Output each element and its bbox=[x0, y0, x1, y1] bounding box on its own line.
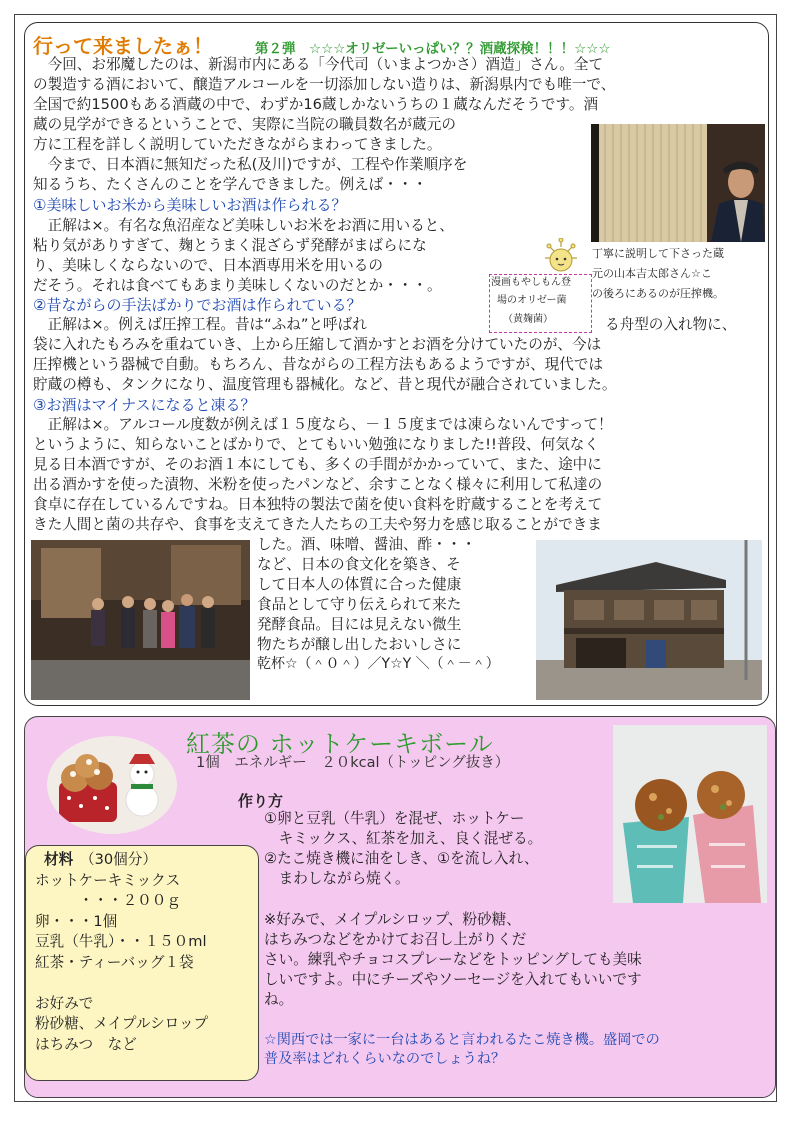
step-line: キミックス、紅茶を加え、良く混ぜる。 bbox=[264, 830, 543, 847]
material-line: 豆乳（牛乳）・・１５０ml bbox=[35, 933, 207, 950]
tip-line: しいですよ。中にチーズやソーセージを入れてもいいです bbox=[264, 971, 642, 988]
oryzae-mascot-icon bbox=[543, 238, 579, 274]
answer-2-line: 貯蔵の樽も、タンクになり、温度管理も器械化。など、昔と現代が融合されていました。 bbox=[33, 376, 617, 393]
answer-1-line: 粘り気がありすぎて、麹とうまく混ざらず発酵がまばらにな bbox=[33, 237, 427, 254]
answer-3-line: 正解は×。アルコール度数が例えば１５度なら、－１５度までは凍らないんですって！ bbox=[33, 416, 613, 433]
question-3: ③お酒はマイナスになると凍る？ bbox=[33, 396, 256, 414]
closing-line: など、日本の食文化を築き、そ bbox=[257, 556, 461, 573]
tip-line: はちみつなどをかけてお召し上がりくだ bbox=[264, 931, 527, 948]
step-line: まわしながら焼く。 bbox=[264, 870, 410, 887]
material-line: 卵・・・1個 bbox=[35, 913, 118, 930]
answer-2-line: 圧搾機という器械で自動。もちろん、昔ながらの工程方法もあるようですが、現代では bbox=[33, 356, 604, 373]
intro-line: 知るうち、たくさんのことを学んできました。例えば・・・ bbox=[33, 176, 428, 193]
closing-line: 乾杯☆（＾０＾）／Y☆Y ＼（＾－＾） bbox=[257, 656, 500, 672]
intro-line: の製造する酒において、醸造アルコールを一切添加しない造りは、新潟県内でも唯一で、 bbox=[33, 76, 616, 93]
answer-2-line: る舟型の入れ物に、 bbox=[605, 316, 737, 333]
answer-3-line: きた人間と菌の共存や、食事を支えてきた人たちの工夫や努力を感じ取ることができま bbox=[33, 516, 602, 533]
howto-label: 作り方 bbox=[238, 792, 284, 810]
brewery-exterior-photo bbox=[536, 540, 762, 700]
material-line: ・・・２００ｇ bbox=[35, 892, 181, 909]
hotcake-cups-photo bbox=[613, 725, 767, 903]
materials-servings: （30個分） bbox=[80, 851, 157, 868]
step-line: ①卵と豆乳（牛乳）を混ぜ、ホットケー bbox=[264, 810, 525, 827]
closing-line: して日本人の体質に合った健康 bbox=[257, 576, 462, 593]
intro-line: 全国で約1500もある酒蔵の中で、わずか16蔵しかないうちの１蔵なんだそうです。酒 bbox=[33, 96, 599, 113]
closing-line: 物たちが醸し出したおいしさに bbox=[257, 636, 462, 653]
answer-1-line: り、美味しくならないので、日本酒専用米を用いるの bbox=[33, 257, 383, 274]
material-line: お好みで bbox=[35, 995, 94, 1012]
intro-line: 蔵の見学ができるということで、実際に当院の職員数名が蔵元の bbox=[33, 116, 456, 133]
recipe-subtitle: 1個 エネルギー ２０kcal（トッピング抜き） bbox=[196, 755, 510, 771]
material-line: 紅茶・ティーバッグ１袋 bbox=[35, 954, 194, 971]
answer-2-line: 袋に入れたもろみを重ねていき、上から圧縮して酒かすとお酒を分けていたのが、今は bbox=[33, 336, 602, 353]
photo-caption-line: の後ろにあるのが圧搾機。 bbox=[592, 287, 724, 300]
brewer-photo bbox=[591, 124, 765, 242]
closing-line: 食品として守り伝えられて来た bbox=[257, 596, 462, 613]
article-subhead: 第２弾 ☆☆☆オリゼーいっぱい？？酒蔵探検！！！☆☆☆ bbox=[255, 41, 611, 57]
closing-line: した。酒、味噌、醤油、酢・・・ bbox=[257, 536, 476, 553]
step-line: ②たこ焼き機に油をしき、①を流し入れ、 bbox=[264, 850, 539, 867]
mascot-caption-line: 場のオリゼー菌 bbox=[497, 295, 567, 306]
mascot-caption-line: 漫画もやしもん登 bbox=[491, 277, 571, 288]
intro-line: 今回、お邪魔したのは、新潟市内にある「今代司（いまよつかさ）酒造」さん。全て bbox=[33, 56, 604, 73]
group-photo bbox=[31, 540, 250, 700]
hotcake-ball-photo bbox=[47, 736, 177, 834]
tip-line: ※好みで、メイプルシロップ、粉砂糖、 bbox=[264, 911, 521, 928]
tip-line: ね。 bbox=[264, 991, 294, 1008]
mascot-caption-line: （黄麹菌） bbox=[503, 314, 553, 325]
question-1: ①美味しいお米から美味しいお酒は作られる？ bbox=[33, 196, 347, 214]
photo-caption-line: 丁寧に説明して下さった蔵 bbox=[592, 247, 724, 260]
photo-caption-line: 元の山本吉太郎さん☆こ bbox=[592, 267, 712, 280]
recipe-title: 紅茶の ホットケーキボール bbox=[186, 730, 494, 758]
closing-line: 発酵食品。目には見えない微生 bbox=[257, 616, 462, 633]
note-line: 普及率はどれくらいなのでしょうね？ bbox=[264, 1051, 506, 1067]
material-line: はちみつ など bbox=[35, 1036, 137, 1053]
answer-2-line: 正解は×。例えば圧搾工程。昔は“ふね”と呼ばれ bbox=[33, 316, 367, 333]
answer-1-line: だそう。それは食べてもあまり美味しくないのだとか・・・。 bbox=[33, 277, 442, 294]
answer-3-line: というように、知らないことばかりで、とてもいい勉強になりました!!普段、何気なく bbox=[33, 436, 599, 453]
intro-line: 方に工程を詳しく説明していただきながらまわってきました。 bbox=[33, 136, 442, 153]
answer-1-line: 正解は×。有名な魚沼産など美味しいお米をお酒に用いると、 bbox=[33, 217, 454, 234]
note-line: ☆関西では一家に一台はあると言われるたこ焼き機。盛岡での bbox=[264, 1032, 660, 1048]
tip-line: さい。練乳やチョコスプレーなどをトッピングしても美味 bbox=[264, 951, 642, 968]
article-headline: 行って来ましたぁ！ bbox=[33, 34, 213, 58]
question-2: ②昔ながらの手法ばかりでお酒は作られている？ bbox=[33, 296, 362, 314]
material-line: 粉砂糖、メイプルシロップ bbox=[35, 1015, 209, 1032]
answer-3-line: 出る酒かすを使った漬物、米粉を使ったパンなど、余すことなく様々に利用して私達の bbox=[33, 476, 603, 493]
answer-3-line: 見る日本酒ですが、そのお酒１本にしても、多くの手間がかかっていて、また、途中に bbox=[33, 456, 602, 473]
answer-3-line: 食卓に存在しているんですね。日本独特の製法で菌を使い食料を貯蔵することを考えて bbox=[33, 496, 603, 513]
materials-label: 材料 bbox=[44, 851, 74, 868]
intro-line: 今まで、日本酒に無知だった私(及川)ですが、工程や作業順序を bbox=[33, 156, 468, 173]
material-line: ホットケーキミックス bbox=[35, 872, 181, 889]
